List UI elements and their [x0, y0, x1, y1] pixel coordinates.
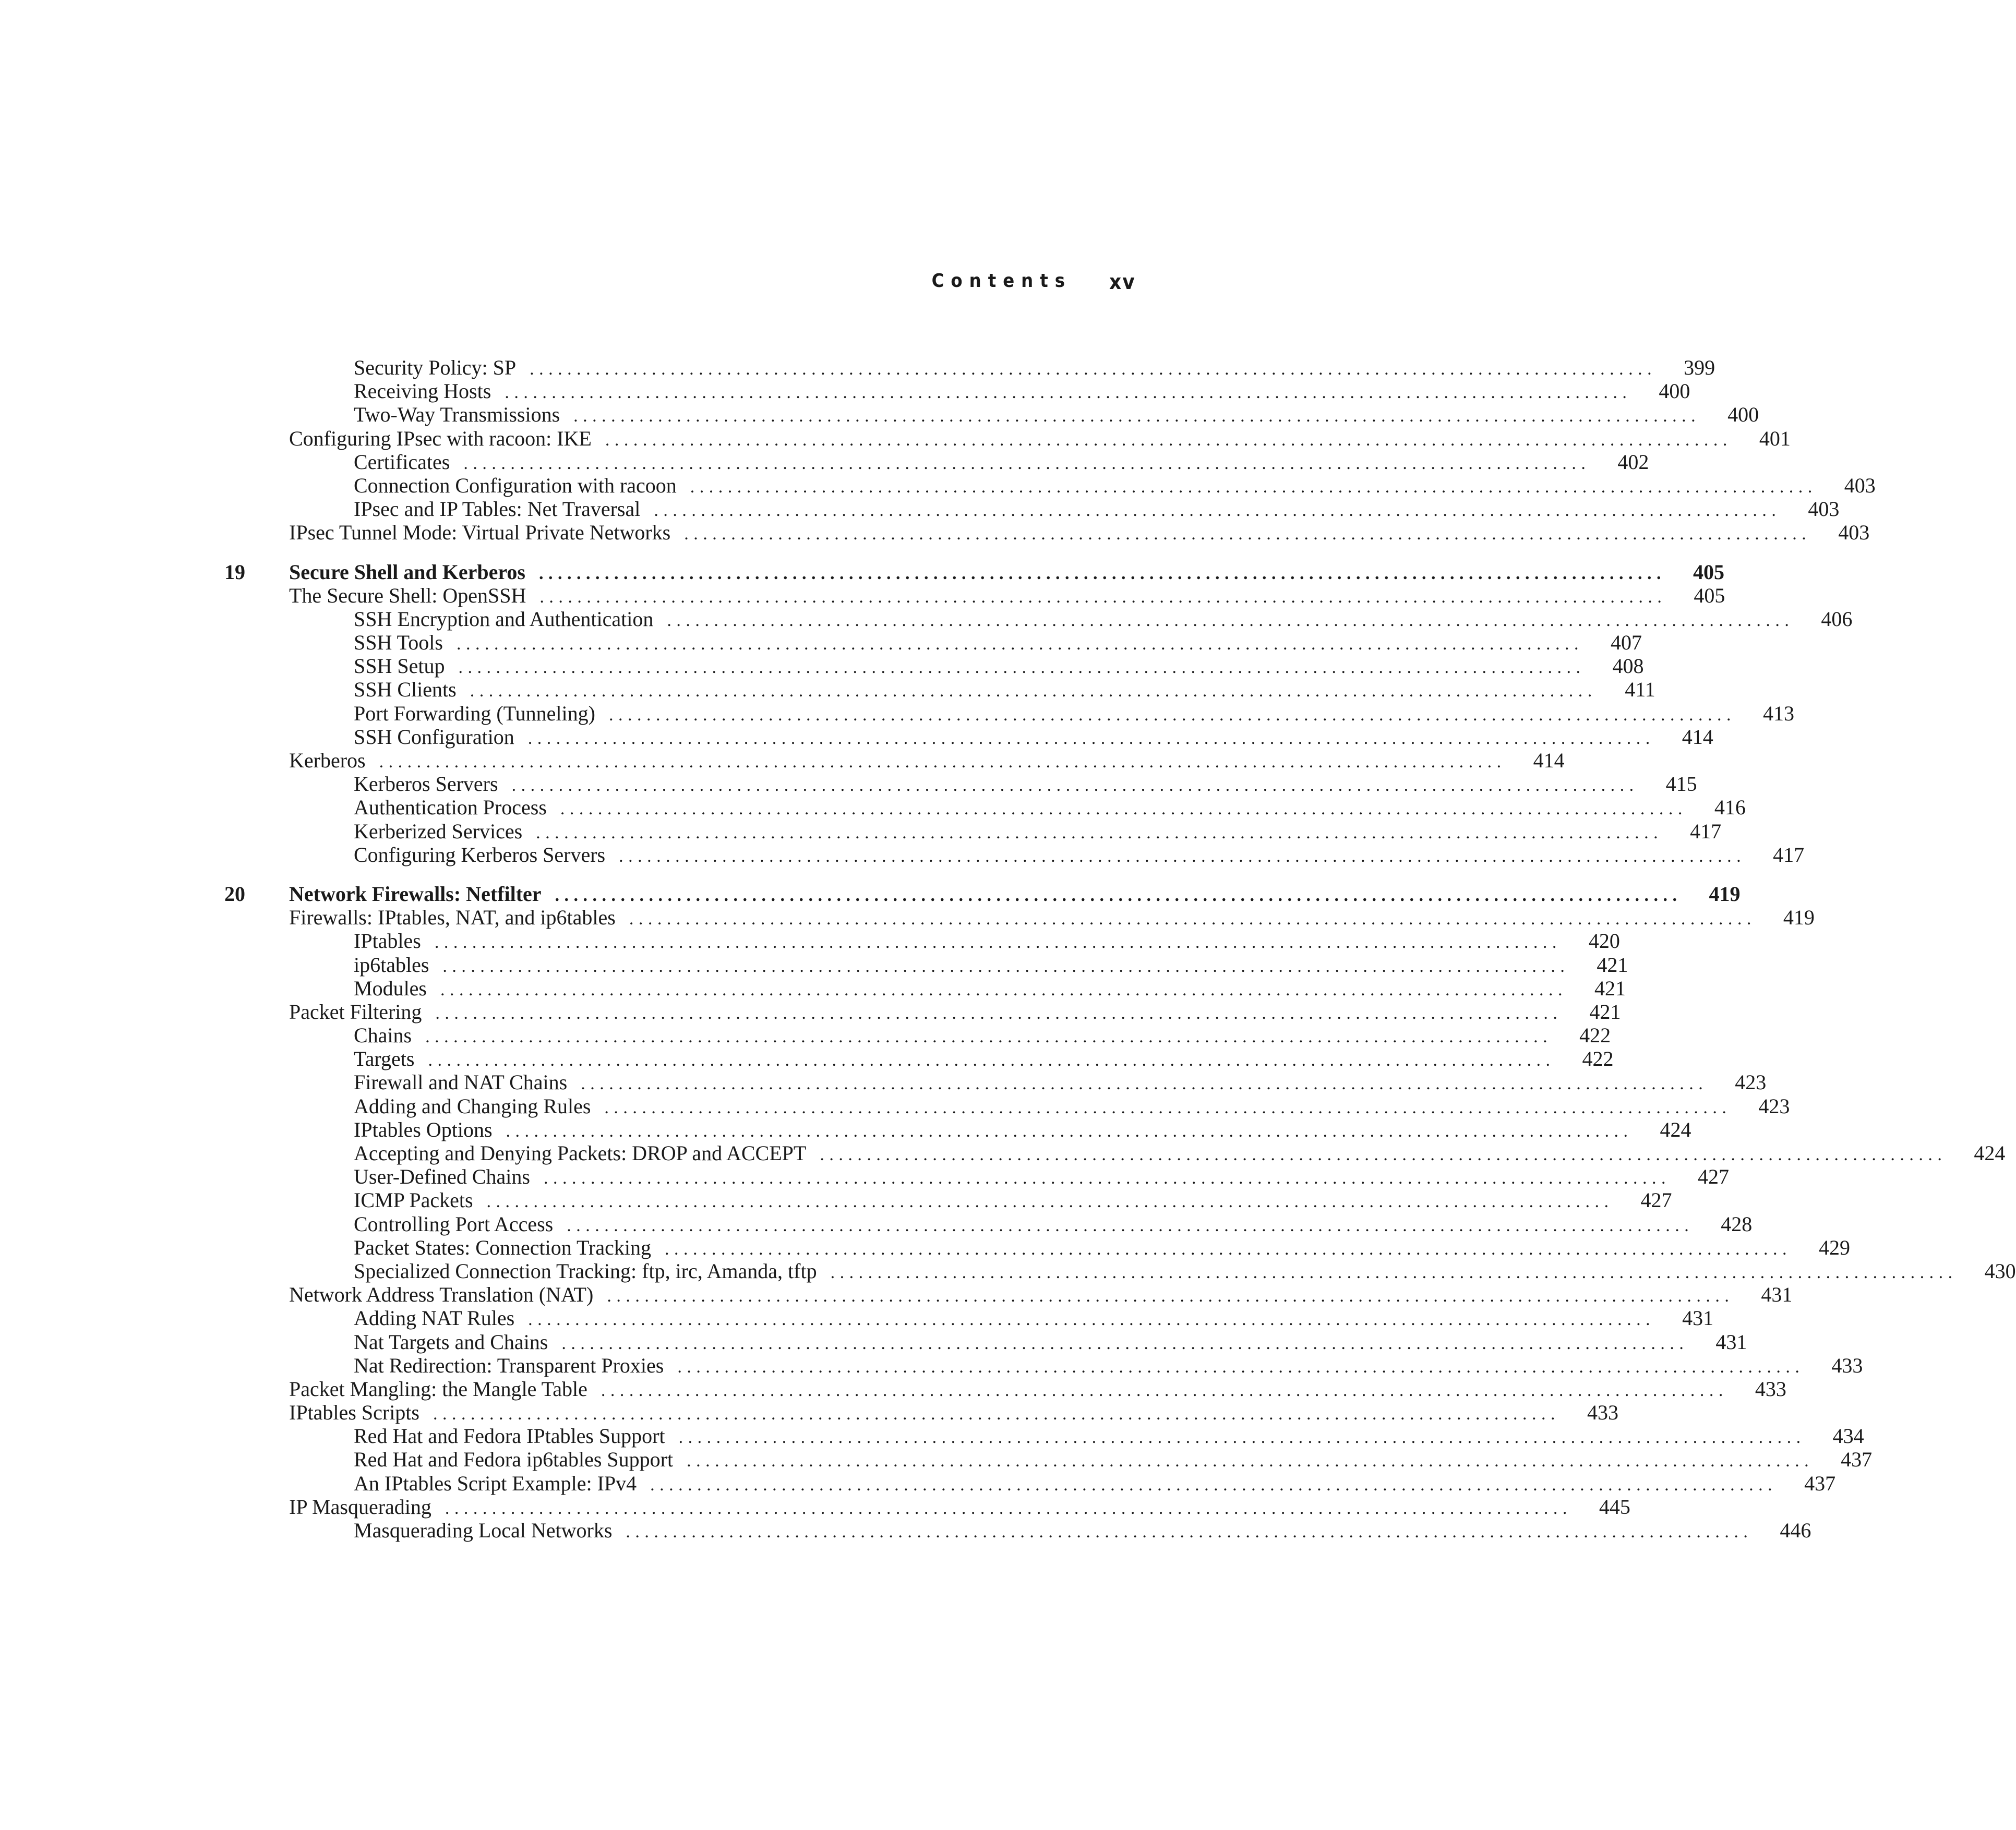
toc-line: [289, 1377, 1786, 1402]
toc-entry: [224, 1519, 1811, 1542]
toc-line: [354, 1070, 1767, 1095]
running-header: [0, 267, 1293, 298]
entry-page-number: 433: [1755, 1377, 1786, 1401]
dot-leader: ........................................................................................................................: [608, 705, 1736, 725]
entry-title: Network Firewalls: Netfilter: [289, 882, 542, 906]
toc-entry: [224, 379, 1690, 403]
dot-leader: ........................................................................................................................: [528, 1310, 1655, 1330]
toc-entry: [224, 1165, 1729, 1189]
toc-entry: [224, 1471, 1836, 1495]
entry-page-number: 402: [1617, 450, 1649, 474]
toc-entry: [224, 1353, 1863, 1377]
toc-line: [354, 607, 1853, 632]
entry-title: User-Defined Chains: [354, 1165, 530, 1189]
toc-line: [354, 976, 1626, 1002]
toc-line: [354, 1165, 1729, 1190]
entry-title: IPtables Scripts: [289, 1401, 419, 1425]
toc-entry: [224, 1117, 1691, 1141]
entry-page-number: 421: [1589, 1000, 1621, 1024]
dot-leader: ........................................................................................................................: [650, 1475, 1778, 1495]
entry-title: IPsec Tunnel Mode: Virtual Private Networks: [289, 521, 671, 545]
dot-leader: ........................................................................................................................: [605, 430, 1732, 450]
dot-leader: ........................................................................................................................: [604, 1098, 1732, 1117]
dot-leader: ........................................................................................................................: [581, 1074, 1708, 1094]
dot-leader: ........................................................................................................................: [561, 1333, 1689, 1353]
toc-line: [354, 796, 1746, 821]
entry-title: The Secure Shell: OpenSSH: [289, 583, 526, 607]
entry-title: Kerberos: [289, 749, 366, 772]
dot-leader: ........................................................................................................................: [667, 610, 1794, 630]
dot-leader: ........................................................................................................................: [470, 681, 1597, 701]
entry-title: Two-Way Transmissions: [354, 403, 560, 427]
entry-page-number: 423: [1758, 1094, 1790, 1118]
entry-title: Configuring Kerberos Servers: [354, 842, 606, 866]
entry-page-number: 446: [1780, 1519, 1811, 1542]
dot-leader: ........................................................................................................................: [690, 477, 1817, 497]
chapter-number: 20: [224, 882, 245, 906]
toc-entry: [224, 583, 1725, 607]
entry-title: Authentication Process: [354, 796, 547, 820]
toc-line: [354, 1448, 1873, 1473]
toc-entry: [224, 1424, 1864, 1448]
entry-page-number: 399: [1684, 356, 1715, 379]
dot-leader: ........................................................................................................................: [677, 1357, 1805, 1377]
toc-line: [354, 1117, 1691, 1143]
entry-page-number: 420: [1588, 929, 1620, 953]
entry-page-number: 434: [1832, 1424, 1864, 1448]
dot-leader: ........................................................................................................................: [530, 359, 1657, 379]
dot-leader: ........................................................................................................................: [626, 1522, 1753, 1542]
running-header-label: Contents: [931, 270, 1072, 292]
toc-line: [354, 1141, 2006, 1166]
entry-title: Configuring IPsec with racoon: IKE: [289, 426, 592, 450]
toc-line: [354, 1047, 1614, 1072]
dot-leader: ........................................................................................................................: [486, 1192, 1614, 1212]
entry-page-number: 431: [1682, 1306, 1714, 1330]
toc-line: [289, 560, 1724, 585]
dot-leader: ........................................................................................................................: [619, 846, 1746, 866]
toc-entry: [224, 1401, 1618, 1425]
toc-entry: [224, 403, 1759, 427]
entry-title: Specialized Connection Tracking: ftp, irc, Amanda, tftp: [354, 1259, 817, 1283]
toc-entry: [224, 473, 1876, 497]
dot-leader: ........................................................................................................................: [506, 1121, 1633, 1141]
entry-page-number: 429: [1818, 1235, 1850, 1259]
toc-line: [289, 583, 1725, 609]
dot-leader: ........................................................................................................................: [830, 1262, 1958, 1282]
entry-title: Firewall and NAT Chains: [354, 1070, 568, 1094]
entry-title: Network Address Translation (NAT): [289, 1283, 594, 1307]
entry-page-number: 401: [1759, 426, 1791, 450]
entry-page-number: 421: [1594, 976, 1626, 1000]
dot-leader: ........................................................................................................................: [544, 1169, 1671, 1188]
entry-title: Masquerading Local Networks: [354, 1519, 613, 1542]
dot-leader: ........................................................................................................................: [687, 1451, 1814, 1471]
toc-entry: [224, 631, 1642, 655]
toc-entry: [224, 1259, 2016, 1283]
entry-title: Nat Redirection: Transparent Proxies: [354, 1353, 664, 1377]
toc-line: [354, 654, 1644, 679]
entry-page-number: 431: [1761, 1283, 1793, 1307]
toc-line: [354, 1519, 1811, 1544]
dot-leader: ........................................................................................................................: [456, 634, 1583, 654]
toc-line: [354, 678, 1655, 703]
toc-entry: [224, 1024, 1611, 1048]
entry-title: SSH Tools: [354, 631, 443, 655]
entry-page-number: 423: [1735, 1070, 1767, 1094]
toc-line: [354, 1353, 1863, 1379]
entry-page-number: 400: [1659, 379, 1690, 403]
entry-page-number: 411: [1625, 678, 1655, 702]
dot-leader: ........................................................................................................................: [527, 728, 1655, 748]
entry-page-number: 422: [1579, 1024, 1611, 1048]
dot-leader: ........................................................................................................................: [425, 1027, 1553, 1047]
entry-page-number: 431: [1715, 1330, 1747, 1354]
toc-entry: [224, 607, 1853, 631]
entry-title: Red Hat and Fedora ip6tables Support: [354, 1448, 674, 1472]
dot-leader: ........................................................................................................................: [538, 563, 1666, 583]
toc-entry: [224, 678, 1655, 702]
dot-leader: ........................................................................................................................: [511, 776, 1639, 796]
toc-line: [354, 1306, 1714, 1331]
toc-entry: [224, 929, 1620, 953]
toc-line: [354, 1259, 2016, 1284]
toc-line: [354, 953, 1628, 978]
entry-page-number: 407: [1610, 631, 1642, 655]
dot-leader: ........................................................................................................................: [629, 909, 1756, 929]
entry-title: Chains: [354, 1024, 412, 1048]
toc-entry: [224, 426, 1791, 450]
entry-page-number: 422: [1582, 1047, 1614, 1071]
dot-leader: ........................................................................................................................: [573, 406, 1701, 426]
toc-line: [354, 819, 1722, 845]
entry-title: IPsec and IP Tables: Net Traversal: [354, 497, 641, 521]
entry-title: Secure Shell and Kerberos: [289, 560, 525, 584]
entry-title: SSH Setup: [354, 654, 445, 678]
entry-page-number: 421: [1597, 953, 1628, 977]
dot-leader: ........................................................................................................................: [428, 1051, 1555, 1070]
entry-title: Certificates: [354, 450, 450, 474]
entry-page-number: 416: [1714, 796, 1746, 820]
toc-entry: [224, 1283, 1793, 1307]
entry-title: Kerberized Services: [354, 819, 523, 843]
dot-leader: ........................................................................................................................: [567, 1215, 1694, 1235]
entry-page-number: 419: [1709, 882, 1741, 906]
entry-title: Packet States: Connection Tracking: [354, 1235, 651, 1259]
dot-leader: ........................................................................................................................: [458, 658, 1586, 678]
dot-leader: ........................................................................................................................: [379, 752, 1506, 772]
entry-title: ip6tables: [354, 953, 429, 977]
entry-page-number: 433: [1587, 1401, 1618, 1425]
toc-line: [354, 631, 1642, 656]
toc-line: [289, 521, 1870, 546]
dot-leader: ........................................................................................................................: [435, 1003, 1563, 1023]
entry-title: IPtables Options: [354, 1117, 493, 1141]
entry-page-number: 413: [1762, 701, 1794, 725]
toc-line: [354, 842, 1805, 868]
toc-chapter-entry: [224, 560, 1724, 584]
toc-entry: [224, 1070, 1767, 1094]
dot-leader: ........................................................................................................................: [445, 1498, 1572, 1518]
entry-title: Targets: [354, 1047, 415, 1071]
toc-line: [354, 772, 1697, 797]
dot-leader: ........................................................................................................................: [442, 956, 1570, 976]
table-of-contents: [224, 356, 2016, 1542]
toc-line: [354, 701, 1794, 727]
toc-line: [354, 1471, 1836, 1497]
entry-page-number: 428: [1721, 1212, 1753, 1236]
entry-title: Nat Targets and Chains: [354, 1330, 548, 1354]
toc-line: [289, 749, 1565, 774]
entry-page-number: 419: [1783, 906, 1815, 930]
dot-leader: ........................................................................................................................: [463, 453, 1591, 473]
entry-page-number: 424: [1974, 1141, 2006, 1165]
entry-title: Accepting and Denying Packets: DROP and ACCEPT: [354, 1141, 807, 1165]
toc-line: [354, 1094, 1790, 1119]
entry-title: SSH Configuration: [354, 725, 514, 749]
toc-entry: [224, 1141, 2006, 1165]
toc-line: [354, 379, 1690, 404]
entry-page-number: 403: [1838, 521, 1870, 545]
toc-line: [289, 1000, 1621, 1025]
toc-entry: [224, 450, 1649, 474]
toc-entry: [224, 796, 1746, 820]
dot-leader: ........................................................................................................................: [505, 383, 1632, 403]
entry-title: SSH Encryption and Authentication: [354, 607, 654, 631]
toc-line: [354, 1024, 1611, 1049]
entry-title: Modules: [354, 976, 427, 1000]
toc-entry: [224, 701, 1794, 725]
toc-line: [354, 725, 1713, 750]
dot-leader: ........................................................................................................................: [601, 1380, 1728, 1400]
entry-page-number: 405: [1694, 583, 1725, 607]
entry-title: ICMP Packets: [354, 1188, 473, 1212]
entry-page-number: 403: [1808, 497, 1840, 521]
entry-page-number: 417: [1690, 819, 1722, 843]
entry-title: Connection Configuration with racoon: [354, 473, 677, 497]
dot-leader: ........................................................................................................................: [684, 524, 1811, 544]
toc-line: [289, 1495, 1630, 1520]
dot-leader: ........................................................................................................................: [433, 1404, 1560, 1424]
entry-title: IPtables: [354, 929, 421, 953]
entry-title: Adding NAT Rules: [354, 1306, 515, 1330]
entry-title: Firewalls: IPtables, NAT, and ip6tables: [289, 906, 616, 930]
dot-leader: ........................................................................................................................: [555, 885, 1682, 905]
toc-entry: [224, 953, 1628, 977]
toc-line: [354, 1330, 1747, 1355]
toc-entry: [224, 772, 1697, 796]
dot-leader: ........................................................................................................................: [434, 933, 1562, 953]
toc-entry: [224, 842, 1805, 866]
toc-entry: [224, 749, 1565, 772]
entry-title: Packet Filtering: [289, 1000, 422, 1024]
toc-line: [354, 1235, 1850, 1261]
toc-line: [289, 1401, 1618, 1426]
dot-leader: ........................................................................................................................: [820, 1145, 1947, 1164]
entry-title: SSH Clients: [354, 678, 457, 702]
toc-entry: [224, 1448, 1873, 1472]
entry-page-number: 417: [1773, 842, 1805, 866]
entry-page-number: 408: [1612, 654, 1644, 678]
toc-entry: [224, 1495, 1630, 1519]
entry-page-number: 427: [1698, 1165, 1729, 1189]
toc-line: [354, 356, 1715, 381]
dot-leader: ........................................................................................................................: [440, 980, 1567, 1000]
toc-entry: [224, 497, 1840, 521]
toc-entry: [224, 521, 1870, 545]
entry-title: Packet Mangling: the Mangle Table: [289, 1377, 587, 1401]
toc-entry: [224, 654, 1644, 678]
toc-entry: [224, 1094, 1790, 1118]
toc-entry: [224, 1235, 1850, 1259]
toc-line: [354, 1188, 1672, 1213]
toc-entry: [224, 1306, 1714, 1330]
toc-entry: [224, 1188, 1672, 1212]
toc-entry: [224, 976, 1626, 1000]
toc-entry: [224, 1047, 1614, 1071]
page-number: xv: [1109, 270, 1136, 294]
dot-leader: ........................................................................................................................: [654, 501, 1781, 521]
dot-leader: ........................................................................................................................: [560, 799, 1687, 819]
entry-page-number: 405: [1693, 560, 1724, 584]
dot-leader: ........................................................................................................................: [678, 1428, 1806, 1448]
entry-title: Receiving Hosts: [354, 379, 491, 403]
chapter-number: 19: [224, 560, 245, 584]
entry-page-number: 437: [1841, 1448, 1873, 1472]
toc-line: [354, 403, 1759, 428]
toc-line: [354, 473, 1876, 499]
toc-entry: [224, 1377, 1786, 1401]
toc-line: [289, 426, 1791, 452]
entry-page-number: 433: [1831, 1353, 1863, 1377]
toc-line: [354, 1212, 1753, 1237]
toc-line: [354, 497, 1840, 522]
entry-page-number: 424: [1660, 1117, 1691, 1141]
toc-line: [289, 906, 1815, 931]
entry-page-number: 414: [1533, 749, 1565, 772]
toc-entry: [224, 1330, 1747, 1354]
toc-line: [289, 882, 1741, 907]
dot-leader: ........................................................................................................................: [539, 587, 1667, 607]
entry-title: Security Policy: SP: [354, 356, 517, 379]
toc-entry: [224, 725, 1713, 749]
toc-entry: [224, 356, 1715, 379]
toc-chapter-entry: [224, 882, 1741, 906]
entry-title: Kerberos Servers: [354, 772, 498, 796]
dot-leader: ........................................................................................................................: [536, 823, 1663, 842]
dot-leader: ........................................................................................................................: [664, 1239, 1792, 1259]
entry-page-number: 415: [1665, 772, 1697, 796]
entry-title: An IPtables Script Example: IPv4: [354, 1471, 637, 1495]
entry-page-number: 437: [1804, 1471, 1836, 1495]
entry-page-number: 400: [1727, 403, 1759, 427]
dot-leader: ........................................................................................................................: [607, 1286, 1734, 1306]
entry-page-number: 445: [1599, 1495, 1630, 1519]
toc-line: [354, 929, 1620, 954]
toc-entry: [224, 1212, 1753, 1236]
entry-title: Port Forwarding (Tunneling): [354, 701, 595, 725]
entry-page-number: 430: [1984, 1259, 2016, 1283]
toc-entry: [224, 906, 1815, 930]
toc-entry: [224, 1000, 1621, 1024]
toc-line: [354, 1424, 1864, 1449]
toc-line: [289, 1283, 1793, 1308]
entry-title: IP Masquerading: [289, 1495, 431, 1519]
entry-page-number: 406: [1821, 607, 1853, 631]
entry-title: Red Hat and Fedora IPtables Support: [354, 1424, 665, 1448]
toc-entry: [224, 819, 1722, 843]
toc-line: [354, 450, 1649, 475]
entry-title: Adding and Changing Rules: [354, 1094, 591, 1118]
entry-page-number: 403: [1844, 473, 1876, 497]
entry-title: Controlling Port Access: [354, 1212, 554, 1236]
entry-page-number: 427: [1640, 1188, 1672, 1212]
entry-page-number: 414: [1682, 725, 1713, 749]
